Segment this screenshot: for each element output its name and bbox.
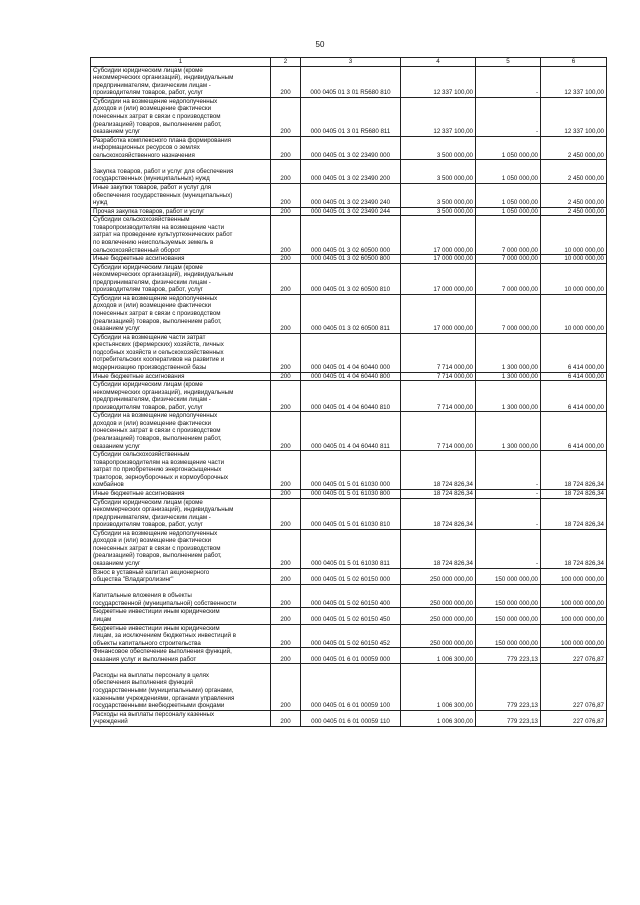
column-header: 1 bbox=[91, 58, 271, 67]
row-budget-code: 000 0405 01 3 02 23490 240 bbox=[301, 184, 401, 208]
table-row bbox=[91, 372, 607, 381]
row-amount-remaining: 2 450 000,00 bbox=[541, 160, 607, 184]
row-budget-code: 000 0405 01 5 01 61030 000 bbox=[301, 451, 401, 490]
row-amount-approved: 250 000 000,00 bbox=[401, 568, 476, 584]
row-budget-code: 000 0405 01 3 02 60500 000 bbox=[301, 216, 401, 255]
column-header: 3 bbox=[301, 58, 401, 67]
row-amount-remaining: 6 414 000,00 bbox=[541, 372, 607, 381]
row-amount-approved: 12 337 100,00 bbox=[401, 97, 476, 136]
table-row bbox=[91, 664, 607, 710]
row-amount-remaining: 6 414 000,00 bbox=[541, 412, 607, 451]
row-amount-executed: 779 223,13 bbox=[476, 710, 541, 726]
table-row bbox=[91, 255, 607, 264]
row-amount-remaining: 10 000 000,00 bbox=[541, 216, 607, 255]
row-description: Субсидии на возмещение недополученных доходов и (или) возмещение фактически понесенных затрат в связи с производством (реализацией) товаров, выполнением работ, оказанием услуг bbox=[91, 97, 271, 136]
row-description: Разработка комплексного плана формирования информационных ресурсов о землях сельскохозяйственного назначения bbox=[91, 136, 271, 160]
row-amount-approved: 7 714 000,00 bbox=[401, 412, 476, 451]
row-budget-code: 000 0405 01 4 04 60440 000 bbox=[301, 333, 401, 372]
row-amount-remaining: 12 337 100,00 bbox=[541, 66, 607, 97]
row-amount-remaining: 12 337 100,00 bbox=[541, 97, 607, 136]
row-amount-remaining: 100 000 000,00 bbox=[541, 624, 607, 648]
row-amount-approved: 1 006 300,00 bbox=[401, 710, 476, 726]
row-amount-remaining: 2 450 000,00 bbox=[541, 207, 607, 216]
row-amount-executed: 1 050 000,00 bbox=[476, 184, 541, 208]
row-grbs-code: 200 bbox=[271, 664, 301, 710]
header-row bbox=[91, 58, 607, 67]
row-budget-code: 000 0405 01 5 02 60150 452 bbox=[301, 624, 401, 648]
row-amount-executed: - bbox=[476, 97, 541, 136]
column-header: 2 bbox=[271, 58, 301, 67]
row-grbs-code: 200 bbox=[271, 294, 301, 333]
row-grbs-code: 200 bbox=[271, 529, 301, 568]
row-amount-approved: 7 714 000,00 bbox=[401, 372, 476, 381]
row-amount-remaining: 18 724 826,34 bbox=[541, 489, 607, 498]
row-amount-approved: 3 500 000,00 bbox=[401, 184, 476, 208]
row-amount-executed: 1 300 000,00 bbox=[476, 333, 541, 372]
row-amount-remaining: 2 450 000,00 bbox=[541, 136, 607, 160]
table-row bbox=[91, 710, 607, 726]
row-amount-executed: 1 050 000,00 bbox=[476, 136, 541, 160]
table-row bbox=[91, 216, 607, 255]
row-amount-approved: 250 000 000,00 bbox=[401, 608, 476, 624]
row-amount-executed: - bbox=[476, 489, 541, 498]
row-grbs-code: 200 bbox=[271, 184, 301, 208]
row-budget-code: 000 0405 01 3 02 60500 800 bbox=[301, 255, 401, 264]
row-grbs-code: 200 bbox=[271, 66, 301, 97]
row-amount-executed: 1 300 000,00 bbox=[476, 412, 541, 451]
table-row bbox=[91, 294, 607, 333]
row-grbs-code: 200 bbox=[271, 207, 301, 216]
row-amount-approved: 12 337 100,00 bbox=[401, 66, 476, 97]
row-amount-approved: 17 000 000,00 bbox=[401, 263, 476, 294]
row-amount-approved: 17 000 000,00 bbox=[401, 216, 476, 255]
row-description: Расходы на выплаты персоналу казенных учреждений bbox=[91, 710, 271, 726]
row-description: Прочая закупка товаров, работ и услуг bbox=[91, 207, 271, 216]
row-amount-approved: 1 006 300,00 bbox=[401, 648, 476, 664]
row-description: Взнос в уставный капитал акционерного общества "Владагролизинг" bbox=[91, 568, 271, 584]
row-amount-executed: - bbox=[476, 498, 541, 529]
row-amount-executed: 150 000 000,00 bbox=[476, 624, 541, 648]
row-amount-approved: 3 500 000,00 bbox=[401, 136, 476, 160]
row-description: Бюджетные инвестиции иным юридическим лицам, за исключением бюджетных инвестиций в объекты капитального строительства bbox=[91, 624, 271, 648]
row-budget-code: 000 0405 01 5 01 61030 800 bbox=[301, 489, 401, 498]
row-amount-remaining: 18 724 826,34 bbox=[541, 529, 607, 568]
row-amount-remaining: 227 076,87 bbox=[541, 648, 607, 664]
table-row bbox=[91, 97, 607, 136]
row-description: Субсидии юридическим лицам (кроме некоммерческих организаций), индивидуальным предпринимателям, физическим лицам - производителям товаров, работ, услуг bbox=[91, 498, 271, 529]
row-budget-code: 000 0405 01 6 01 00059 000 bbox=[301, 648, 401, 664]
row-amount-executed: 1 300 000,00 bbox=[476, 381, 541, 412]
row-amount-executed: - bbox=[476, 66, 541, 97]
row-grbs-code: 200 bbox=[271, 381, 301, 412]
row-amount-approved: 7 714 000,00 bbox=[401, 381, 476, 412]
row-budget-code: 000 0405 01 6 01 00059 110 bbox=[301, 710, 401, 726]
column-header: 5 bbox=[476, 58, 541, 67]
row-budget-code: 000 0405 01 3 02 60500 811 bbox=[301, 294, 401, 333]
row-amount-approved: 18 724 826,34 bbox=[401, 529, 476, 568]
row-description: Субсидии юридическим лицам (кроме некоммерческих организаций), индивидуальным предпринимателям, физическим лицам - производителям товаров, работ, услуг bbox=[91, 381, 271, 412]
table-row bbox=[91, 381, 607, 412]
row-grbs-code: 200 bbox=[271, 255, 301, 264]
row-amount-approved: 250 000 000,00 bbox=[401, 624, 476, 648]
row-description: Иные бюджетные ассигнования bbox=[91, 489, 271, 498]
row-amount-executed: 150 000 000,00 bbox=[476, 584, 541, 608]
column-header: 6 bbox=[541, 58, 607, 67]
row-grbs-code: 200 bbox=[271, 489, 301, 498]
row-budget-code: 000 0405 01 3 02 23490 244 bbox=[301, 207, 401, 216]
row-description: Иные бюджетные ассигнования bbox=[91, 372, 271, 381]
table-row bbox=[91, 624, 607, 648]
row-amount-executed: - bbox=[476, 529, 541, 568]
row-amount-approved: 18 724 826,34 bbox=[401, 451, 476, 490]
row-budget-code: 000 0405 01 5 01 61030 811 bbox=[301, 529, 401, 568]
row-description: Субсидии на возмещение недополученных доходов и (или) возмещение фактически понесенных затрат в связи с производством (реализацией) товаров, выполнением работ, оказанием услуг bbox=[91, 294, 271, 333]
column-header: 4 bbox=[401, 58, 476, 67]
row-grbs-code: 200 bbox=[271, 648, 301, 664]
row-budget-code: 000 0405 01 5 02 60150 400 bbox=[301, 584, 401, 608]
row-budget-code: 000 0405 01 3 02 23490 200 bbox=[301, 160, 401, 184]
row-amount-executed: 7 000 000,00 bbox=[476, 294, 541, 333]
budget-table bbox=[90, 57, 607, 727]
row-amount-remaining: 10 000 000,00 bbox=[541, 255, 607, 264]
row-amount-executed: 779 223,13 bbox=[476, 664, 541, 710]
row-amount-executed: 7 000 000,00 bbox=[476, 255, 541, 264]
row-grbs-code: 200 bbox=[271, 97, 301, 136]
row-budget-code: 000 0405 01 3 01 R5680 811 bbox=[301, 97, 401, 136]
row-budget-code: 000 0405 01 5 02 60150 000 bbox=[301, 568, 401, 584]
row-description: Капитальные вложения в объекты государственной (муниципальной) собственности bbox=[91, 584, 271, 608]
row-amount-executed: 1 050 000,00 bbox=[476, 160, 541, 184]
row-grbs-code: 200 bbox=[271, 333, 301, 372]
row-description: Субсидии на возмещение части затрат крестьянских (фермерских) хозяйств, личных подсобных хозяйств и сельскохозяйственных потребительских кооперативов на развитие и модернизацию производственной базы bbox=[91, 333, 271, 372]
row-amount-remaining: 227 076,87 bbox=[541, 664, 607, 710]
row-amount-approved: 3 500 000,00 bbox=[401, 207, 476, 216]
row-amount-approved: 18 724 826,34 bbox=[401, 498, 476, 529]
row-amount-remaining: 100 000 000,00 bbox=[541, 608, 607, 624]
row-amount-approved: 3 500 000,00 bbox=[401, 160, 476, 184]
table-row bbox=[91, 648, 607, 664]
row-amount-executed: - bbox=[476, 451, 541, 490]
row-amount-remaining: 100 000 000,00 bbox=[541, 568, 607, 584]
row-amount-remaining: 10 000 000,00 bbox=[541, 263, 607, 294]
row-amount-executed: 7 000 000,00 bbox=[476, 216, 541, 255]
row-budget-code: 000 0405 01 5 02 60150 450 bbox=[301, 608, 401, 624]
row-grbs-code: 200 bbox=[271, 451, 301, 490]
row-amount-approved: 18 724 826,34 bbox=[401, 489, 476, 498]
table-row bbox=[91, 451, 607, 490]
table-row bbox=[91, 66, 607, 97]
row-amount-executed: 7 000 000,00 bbox=[476, 263, 541, 294]
row-amount-remaining: 6 414 000,00 bbox=[541, 333, 607, 372]
row-description: Расходы на выплаты персоналу в целях обеспечения выполнения функций государственными (муниципальными) органами, казенными учреждениями, органами управления государственными внебюджетными фондами bbox=[91, 664, 271, 710]
row-amount-executed: 150 000 000,00 bbox=[476, 568, 541, 584]
table-row bbox=[91, 207, 607, 216]
row-amount-remaining: 18 724 826,34 bbox=[541, 498, 607, 529]
row-description: Финансовое обеспечение выполнения функций, оказания услуг и выполнения работ bbox=[91, 648, 271, 664]
row-grbs-code: 200 bbox=[271, 216, 301, 255]
row-budget-code: 000 0405 01 3 02 23490 000 bbox=[301, 136, 401, 160]
row-budget-code: 000 0405 01 3 01 R5680 810 bbox=[301, 66, 401, 97]
row-amount-remaining: 18 724 826,34 bbox=[541, 451, 607, 490]
row-grbs-code: 200 bbox=[271, 608, 301, 624]
row-budget-code: 000 0405 01 4 04 60440 810 bbox=[301, 381, 401, 412]
row-amount-remaining: 6 414 000,00 bbox=[541, 381, 607, 412]
row-grbs-code: 200 bbox=[271, 160, 301, 184]
row-grbs-code: 200 bbox=[271, 136, 301, 160]
row-amount-remaining: 227 076,87 bbox=[541, 710, 607, 726]
table-row bbox=[91, 160, 607, 184]
table-row bbox=[91, 584, 607, 608]
row-grbs-code: 200 bbox=[271, 624, 301, 648]
row-grbs-code: 200 bbox=[271, 498, 301, 529]
table-row bbox=[91, 568, 607, 584]
row-budget-code: 000 0405 01 3 02 60500 810 bbox=[301, 263, 401, 294]
row-grbs-code: 200 bbox=[271, 568, 301, 584]
row-amount-executed: 1 300 000,00 bbox=[476, 372, 541, 381]
row-description: Субсидии юридическим лицам (кроме некоммерческих организаций), индивидуальным предпринимателям, физическим лицам - производителям товаров, работ, услуг bbox=[91, 263, 271, 294]
table-row bbox=[91, 184, 607, 208]
table-row bbox=[91, 529, 607, 568]
row-budget-code: 000 0405 01 5 01 61030 810 bbox=[301, 498, 401, 529]
table-row bbox=[91, 608, 607, 624]
row-amount-executed: 150 000 000,00 bbox=[476, 608, 541, 624]
row-amount-executed: 779 223,13 bbox=[476, 648, 541, 664]
row-description: Субсидии сельскохозяйственным товаропроизводителям на возмещение части затрат на проведение культуртехнических работ по вовлечению неиспользуемых земель в сельскохозяйственный оборот bbox=[91, 216, 271, 255]
row-description: Субсидии юридическим лицам (кроме некоммерческих организаций), индивидуальным предпринимателям, физическим лицам - производителям товаров, работ, услуг bbox=[91, 66, 271, 97]
row-amount-remaining: 10 000 000,00 bbox=[541, 294, 607, 333]
row-budget-code: 000 0405 01 4 04 60440 800 bbox=[301, 372, 401, 381]
page-number: 50 bbox=[315, 40, 325, 49]
row-description: Субсидии сельскохозяйственным товаропроизводителям на возмещение части затрат по приобретению энергонасыщенных тракторов, зерноуборочных и кормоуборочных комбайнов bbox=[91, 451, 271, 490]
row-description: Бюджетные инвестиции иным юридическим лицам bbox=[91, 608, 271, 624]
row-amount-approved: 250 000 000,00 bbox=[401, 584, 476, 608]
row-description: Закупка товаров, работ и услуг для обеспечения государственных (муниципальных) нужд bbox=[91, 160, 271, 184]
row-grbs-code: 200 bbox=[271, 710, 301, 726]
table-row bbox=[91, 333, 607, 372]
table-row bbox=[91, 489, 607, 498]
table-row bbox=[91, 498, 607, 529]
row-description: Иные закупки товаров, работ и услуг для обеспечения государственных (муниципальных) нужд bbox=[91, 184, 271, 208]
row-amount-executed: 1 050 000,00 bbox=[476, 207, 541, 216]
row-description: Иные бюджетные ассигнования bbox=[91, 255, 271, 264]
row-amount-remaining: 2 450 000,00 bbox=[541, 184, 607, 208]
table-row bbox=[91, 263, 607, 294]
row-amount-approved: 7 714 000,00 bbox=[401, 333, 476, 372]
table-row bbox=[91, 136, 607, 160]
row-description: Субсидии на возмещение недополученных доходов и (или) возмещение фактически понесенных затрат в связи с производством (реализацией) товаров, выполнением работ, оказанием услуг bbox=[91, 412, 271, 451]
row-amount-approved: 17 000 000,00 bbox=[401, 255, 476, 264]
row-amount-approved: 1 006 300,00 bbox=[401, 664, 476, 710]
row-grbs-code: 200 bbox=[271, 584, 301, 608]
row-grbs-code: 200 bbox=[271, 372, 301, 381]
row-amount-approved: 17 000 000,00 bbox=[401, 294, 476, 333]
row-budget-code: 000 0405 01 4 04 60440 811 bbox=[301, 412, 401, 451]
row-grbs-code: 200 bbox=[271, 263, 301, 294]
row-budget-code: 000 0405 01 6 01 00059 100 bbox=[301, 664, 401, 710]
row-description: Субсидии на возмещение недополученных доходов и (или) возмещение фактически понесенных затрат в связи с производством (реализацией) товаров, выполнением работ, оказанием услуг bbox=[91, 529, 271, 568]
row-grbs-code: 200 bbox=[271, 412, 301, 451]
table-row bbox=[91, 412, 607, 451]
row-amount-remaining: 100 000 000,00 bbox=[541, 584, 607, 608]
